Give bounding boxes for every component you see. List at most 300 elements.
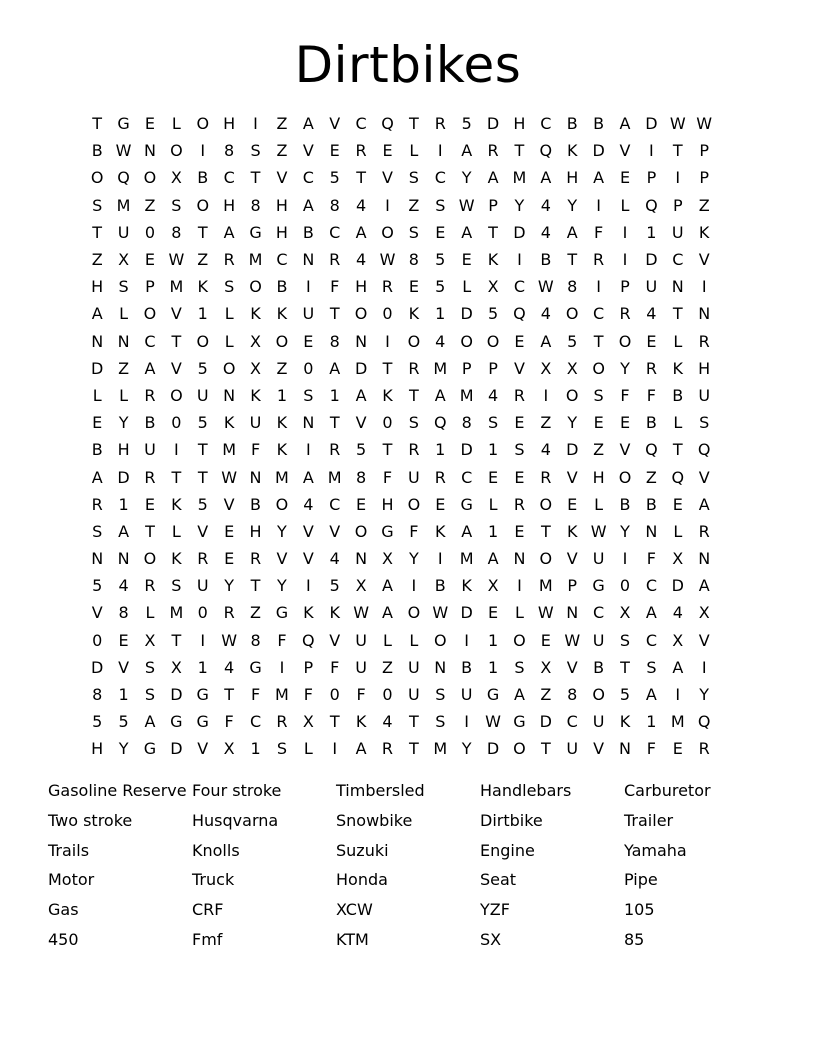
- grid-letter: X: [487, 277, 499, 297]
- grid-letter: 4: [329, 549, 340, 569]
- grid-letter: N: [223, 385, 236, 405]
- grid-letter: F: [620, 385, 630, 405]
- grid-letter: K: [197, 277, 208, 297]
- grid-letter: A: [382, 576, 393, 596]
- grid-letter: V: [197, 739, 209, 759]
- grid-letter: R: [513, 494, 525, 514]
- grid-row: [84, 382, 717, 409]
- grid-letter: S: [92, 521, 103, 541]
- grid-letter: 8: [408, 250, 419, 270]
- grid-letter: 4: [382, 712, 393, 732]
- grid-row: [84, 355, 717, 382]
- grid-letter: N: [355, 549, 368, 569]
- grid-letter: E: [488, 603, 499, 623]
- grid-letter: P: [145, 277, 155, 297]
- grid-letter: T: [329, 413, 340, 433]
- grid-row: [84, 409, 717, 436]
- grid-letter: K: [566, 521, 578, 541]
- grid-letter: Z: [540, 413, 552, 433]
- grid-row: [84, 246, 717, 273]
- grid-letter: A: [223, 222, 235, 242]
- grid-letter: 8: [329, 195, 340, 215]
- grid-letter: N: [671, 277, 684, 297]
- grid-letter: K: [329, 603, 340, 623]
- grid-letter: T: [408, 739, 419, 759]
- grid-letter: E: [514, 467, 525, 487]
- grid-letter: W: [564, 630, 581, 650]
- grid-letter: N: [698, 549, 711, 569]
- grid-letter: T: [620, 657, 630, 677]
- grid-row: [84, 192, 717, 219]
- grid-letter: W: [458, 195, 475, 215]
- grid-letter: X: [382, 549, 393, 569]
- grid-letter: A: [144, 712, 156, 732]
- grid-letter: T: [408, 114, 419, 134]
- grid-row: [84, 518, 717, 545]
- grid-letter: V: [302, 141, 314, 161]
- grid-letter: S: [699, 413, 710, 433]
- grid-letter: I: [649, 141, 654, 161]
- grid-letter: E: [144, 114, 156, 134]
- grid-letter: D: [170, 685, 183, 705]
- grid-letter: T: [197, 222, 208, 242]
- grid-letter: V: [302, 521, 314, 541]
- grid-letter: N: [302, 413, 315, 433]
- grid-letter: A: [144, 358, 156, 378]
- word-bank-item: Truck: [192, 870, 235, 890]
- grid-letter: D: [671, 576, 684, 596]
- grid-letter: Q: [645, 195, 658, 215]
- grid-row: [84, 436, 717, 463]
- grid-letter: R: [619, 304, 631, 324]
- grid-letter: 8: [250, 195, 261, 215]
- grid-letter: R: [645, 358, 657, 378]
- grid-letter: 1: [197, 657, 208, 677]
- grid-letter: G: [460, 494, 473, 514]
- grid-letter: A: [302, 114, 314, 134]
- grid-letter: V: [513, 358, 525, 378]
- grid-letter: W: [115, 141, 132, 161]
- word-bank-item: Handlebars: [480, 781, 572, 800]
- grid-letter: D: [460, 603, 473, 623]
- grid-letter: Y: [118, 413, 129, 433]
- grid-letter: I: [622, 222, 628, 242]
- grid-letter: A: [329, 358, 341, 378]
- grid-letter: E: [593, 413, 604, 433]
- grid-letter: B: [250, 494, 262, 514]
- grid-letter: N: [566, 603, 579, 623]
- grid-row: [84, 627, 717, 654]
- grid-letter: Y: [408, 549, 419, 569]
- grid-row: [84, 599, 717, 626]
- grid-letter: F: [594, 222, 604, 242]
- grid-letter: G: [513, 712, 526, 732]
- grid-letter: O: [407, 603, 421, 623]
- grid-letter: B: [276, 277, 288, 297]
- grid-letter: H: [381, 494, 394, 514]
- grid-letter: 5: [356, 440, 367, 460]
- grid-letter: F: [382, 467, 393, 487]
- grid-letter: W: [353, 603, 370, 623]
- grid-letter: R: [487, 141, 499, 161]
- grid-letter: N: [249, 467, 262, 487]
- grid-letter: S: [408, 168, 419, 188]
- grid-letter: R: [329, 440, 341, 460]
- grid-letter: I: [305, 576, 311, 596]
- grid-letter: V: [302, 549, 314, 569]
- grid-letter: 0: [329, 685, 340, 705]
- grid-letter: S: [619, 630, 631, 650]
- grid-letter: O: [592, 685, 605, 705]
- grid-letter: X: [250, 358, 262, 378]
- grid-letter: X: [144, 630, 156, 650]
- grid-letter: Z: [91, 250, 103, 270]
- grid-letter: D: [354, 358, 368, 378]
- grid-letter: I: [385, 195, 390, 215]
- word-bank-item: Husqvarna: [192, 810, 279, 830]
- grid-letter: E: [224, 521, 235, 541]
- grid-letter: M: [538, 576, 553, 596]
- grid-letter: X: [540, 358, 552, 378]
- grid-letter: N: [302, 250, 315, 270]
- grid-letter: S: [118, 277, 129, 297]
- word-bank-item: CRF: [192, 900, 224, 920]
- grid-letter: L: [673, 521, 683, 541]
- grid-letter: M: [459, 549, 474, 569]
- grid-letter: H: [566, 168, 579, 188]
- grid-letter: M: [459, 385, 474, 405]
- grid-letter: 8: [567, 277, 578, 297]
- grid-letter: W: [221, 630, 238, 650]
- grid-letter: 4: [356, 195, 367, 215]
- grid-letter: B: [645, 494, 657, 514]
- grid-letter: A: [513, 685, 525, 705]
- grid-letter: T: [356, 168, 366, 188]
- grid-letter: S: [408, 413, 419, 433]
- grid-letter: T: [408, 385, 419, 405]
- grid-letter: B: [302, 222, 314, 242]
- grid-row: [84, 654, 717, 681]
- grid-letter: E: [435, 494, 446, 514]
- grid-letter: T: [672, 440, 683, 460]
- grid-row: [84, 300, 717, 327]
- word-bank-item: Suzuki: [336, 840, 389, 860]
- grid-letter: Q: [697, 712, 711, 732]
- grid-letter: V: [170, 358, 182, 378]
- grid-row: [84, 572, 717, 599]
- grid-letter: 4: [540, 195, 551, 215]
- grid-letter: H: [91, 739, 104, 759]
- grid-letter: R: [434, 114, 446, 134]
- grid-letter: G: [249, 222, 262, 242]
- grid-letter: R: [698, 739, 710, 759]
- grid-letter: V: [223, 494, 235, 514]
- grid-letter: D: [91, 358, 104, 378]
- grid-letter: 5: [435, 277, 446, 297]
- grid-letter: N: [698, 304, 711, 324]
- grid-letter: E: [144, 250, 156, 270]
- grid-letter: E: [382, 141, 393, 161]
- grid-letter: 4: [540, 304, 551, 324]
- grid-letter: L: [594, 494, 604, 514]
- grid-letter: E: [224, 549, 235, 569]
- grid-letter: 5: [461, 114, 472, 134]
- grid-letter: T: [488, 222, 498, 242]
- grid-letter: Y: [514, 195, 525, 215]
- grid-letter: 4: [646, 304, 657, 324]
- grid-letter: C: [302, 168, 314, 188]
- word-bank-item: Snowbike: [336, 810, 413, 830]
- grid-letter: H: [592, 467, 605, 487]
- grid-letter: A: [302, 467, 314, 487]
- grid-letter: X: [170, 168, 182, 188]
- grid-letter: Y: [699, 685, 710, 705]
- grid-letter: N: [513, 549, 526, 569]
- grid-letter: K: [250, 304, 261, 324]
- grid-letter: D: [117, 467, 130, 487]
- grid-letter: M: [275, 467, 289, 487]
- grid-letter: V: [170, 304, 182, 324]
- grid-letter: T: [382, 358, 393, 378]
- grid-letter: E: [567, 494, 578, 514]
- grid-letter: I: [174, 440, 179, 460]
- grid-letter: Q: [697, 440, 711, 460]
- letter-grid: [84, 110, 717, 763]
- grid-letter: R: [381, 277, 394, 297]
- grid-letter: K: [276, 304, 288, 324]
- grid-letter: 8: [567, 685, 578, 705]
- grid-letter: F: [330, 277, 340, 297]
- grid-letter: L: [409, 630, 419, 650]
- grid-letter: I: [622, 250, 628, 270]
- grid-letter: X: [223, 739, 235, 759]
- grid-letter: 5: [197, 413, 208, 433]
- grid-letter: I: [596, 277, 601, 297]
- grid-letter: D: [592, 141, 605, 161]
- grid-letter: E: [303, 331, 314, 351]
- grid-letter: W: [590, 521, 607, 541]
- grid-letter: E: [514, 521, 525, 541]
- grid-letter: B: [144, 413, 156, 433]
- grid-letter: A: [355, 222, 367, 242]
- grid-letter: H: [223, 195, 236, 215]
- grid-letter: B: [91, 141, 103, 161]
- grid-letter: Q: [433, 413, 447, 433]
- grid-letter: 8: [118, 603, 129, 623]
- grid-letter: S: [276, 739, 287, 759]
- grid-letter: O: [354, 304, 368, 324]
- grid-letter: T: [92, 222, 103, 242]
- word-bank-item: Trails: [48, 840, 90, 860]
- grid-letter: F: [303, 685, 313, 705]
- grid-letter: O: [433, 630, 447, 650]
- grid-letter: S: [144, 685, 156, 705]
- grid-letter: L: [92, 385, 102, 405]
- grid-letter: C: [434, 168, 446, 188]
- grid-letter: D: [566, 440, 579, 460]
- grid-letter: C: [461, 467, 473, 487]
- grid-letter: A: [118, 521, 130, 541]
- grid-row: [84, 110, 717, 137]
- word-bank-item: Fmf: [192, 929, 223, 949]
- grid-letter: U: [355, 657, 367, 677]
- grid-letter: D: [645, 114, 658, 134]
- grid-letter: B: [593, 657, 605, 677]
- grid-letter: D: [513, 222, 526, 242]
- grid-letter: Z: [698, 195, 710, 215]
- grid-letter: I: [701, 657, 707, 677]
- grid-letter: 5: [92, 576, 103, 596]
- grid-letter: Z: [408, 195, 420, 215]
- grid-letter: R: [408, 358, 420, 378]
- grid-letter: U: [302, 304, 315, 324]
- grid-letter: V: [566, 549, 578, 569]
- grid-letter: I: [464, 630, 470, 650]
- grid-letter: I: [305, 277, 311, 297]
- grid-letter: A: [382, 603, 393, 623]
- grid-letter: V: [91, 603, 103, 623]
- grid-letter: T: [593, 331, 604, 351]
- grid-letter: I: [701, 277, 707, 297]
- grid-letter: B: [91, 440, 103, 460]
- grid-letter: X: [302, 712, 314, 732]
- grid-letter: G: [143, 739, 157, 759]
- grid-letter: F: [277, 630, 287, 650]
- grid-letter: L: [383, 630, 392, 650]
- grid-letter: C: [329, 222, 341, 242]
- grid-letter: X: [672, 630, 684, 650]
- grid-letter: U: [144, 440, 156, 460]
- grid-letter: A: [91, 304, 103, 324]
- grid-letter: 1: [276, 385, 288, 405]
- grid-letter: 8: [171, 222, 182, 242]
- grid-letter: F: [250, 440, 261, 460]
- grid-letter: U: [196, 385, 209, 405]
- grid-row: [84, 273, 717, 300]
- word-bank-item: 450: [48, 929, 79, 949]
- grid-letter: E: [646, 331, 657, 351]
- word-bank-item: 105: [624, 900, 655, 920]
- grid-letter: Y: [224, 576, 235, 596]
- grid-letter: 0: [619, 576, 631, 596]
- grid-letter: S: [224, 277, 235, 297]
- grid-row: [84, 328, 717, 355]
- grid-letter: 4: [303, 494, 314, 514]
- grid-letter: 1: [118, 685, 129, 705]
- grid-letter: P: [567, 576, 578, 596]
- word-bank-item: Yamaha: [624, 840, 687, 860]
- grid-letter: A: [461, 521, 473, 541]
- word-bank-item: Two stroke: [48, 810, 133, 830]
- grid-letter: K: [355, 712, 367, 732]
- grid-letter: T: [145, 521, 155, 541]
- grid-letter: N: [117, 331, 130, 351]
- grid-letter: 8: [92, 685, 103, 705]
- grid-letter: W: [669, 114, 686, 134]
- grid-letter: R: [698, 521, 710, 541]
- grid-letter: P: [620, 277, 630, 297]
- grid-letter: E: [408, 277, 419, 297]
- grid-letter: C: [223, 168, 235, 188]
- grid-letter: O: [275, 331, 289, 351]
- grid-letter: I: [675, 685, 681, 705]
- grid-letter: N: [434, 657, 447, 677]
- grid-letter: M: [433, 358, 448, 378]
- grid-row: [84, 735, 717, 762]
- grid-letter: T: [514, 141, 525, 161]
- grid-letter: Q: [381, 114, 394, 134]
- grid-letter: 5: [435, 250, 446, 270]
- grid-letter: Y: [567, 413, 578, 433]
- grid-letter: Y: [567, 195, 578, 215]
- grid-letter: X: [170, 657, 182, 677]
- grid-letter: T: [540, 739, 551, 759]
- grid-letter: L: [224, 331, 234, 351]
- grid-letter: G: [486, 685, 500, 705]
- grid-letter: K: [382, 385, 393, 405]
- grid-letter: S: [171, 576, 182, 596]
- grid-letter: S: [514, 657, 525, 677]
- grid-letter: X: [250, 331, 262, 351]
- grid-letter: V: [566, 467, 578, 487]
- grid-letter: V: [355, 413, 367, 433]
- grid-letter: I: [517, 576, 522, 596]
- grid-letter: X: [698, 603, 710, 623]
- grid-letter: O: [407, 331, 421, 351]
- grid-letter: E: [92, 413, 103, 433]
- grid-letter: T: [567, 250, 578, 270]
- grid-letter: I: [517, 250, 522, 270]
- grid-letter: U: [592, 549, 605, 569]
- grid-letter: 0: [171, 413, 182, 433]
- grid-letter: L: [514, 603, 524, 623]
- grid-letter: I: [437, 141, 443, 161]
- grid-letter: B: [197, 168, 209, 188]
- grid-letter: P: [646, 168, 657, 188]
- grid-letter: K: [435, 521, 446, 541]
- grid-letter: D: [486, 114, 500, 134]
- page-title: Dirtbikes: [294, 36, 522, 94]
- grid-letter: C: [593, 603, 605, 623]
- grid-letter: D: [645, 250, 658, 270]
- grid-letter: O: [539, 494, 553, 514]
- grid-letter: L: [119, 385, 129, 405]
- grid-letter: X: [540, 657, 552, 677]
- grid-letter: U: [592, 712, 605, 732]
- grid-letter: I: [437, 549, 443, 569]
- grid-letter: K: [171, 494, 182, 514]
- grid-letter: O: [170, 141, 183, 161]
- grid-letter: 1: [487, 657, 499, 677]
- grid-letter: A: [645, 685, 657, 705]
- grid-letter: O: [275, 494, 289, 514]
- grid-letter: A: [619, 114, 631, 134]
- grid-letter: X: [355, 576, 367, 596]
- grid-letter: C: [276, 250, 288, 270]
- grid-letter: S: [435, 195, 446, 215]
- grid-letter: O: [249, 277, 262, 297]
- grid-letter: A: [91, 467, 103, 487]
- grid-letter: X: [566, 358, 578, 378]
- grid-letter: O: [196, 195, 210, 215]
- grid-letter: A: [355, 385, 367, 405]
- grid-letter: O: [539, 549, 553, 569]
- grid-letter: L: [673, 331, 683, 351]
- word-bank-item: Gas: [48, 900, 79, 920]
- grid-letter: R: [144, 576, 156, 596]
- grid-letter: Y: [277, 521, 287, 541]
- grid-letter: T: [672, 141, 683, 161]
